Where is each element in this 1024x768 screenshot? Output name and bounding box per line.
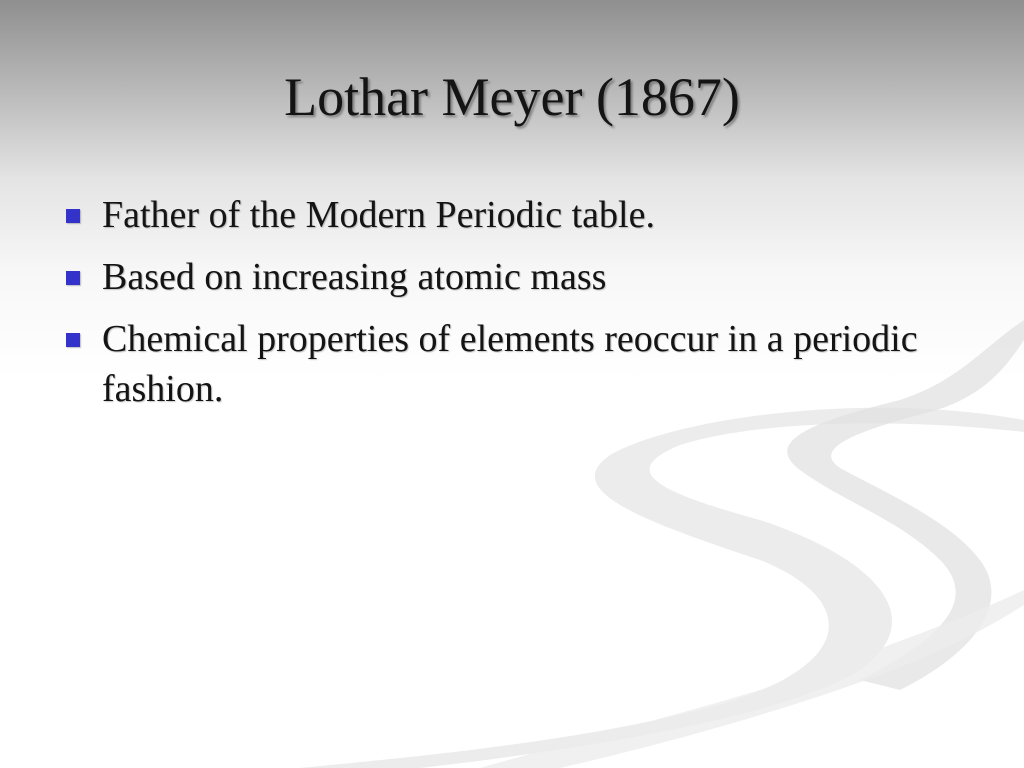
bullet-text: Chemical properties of elements reoccur in a periodic fashion. <box>102 318 918 410</box>
square-bullet-icon <box>66 271 80 285</box>
square-bullet-icon <box>66 333 80 347</box>
bullet-text: Based on increasing atomic mass <box>102 256 607 298</box>
bullet-item <box>62 190 962 240</box>
slide-title: Lothar Meyer (1867) <box>284 67 740 127</box>
bullet-item <box>62 252 962 302</box>
square-bullet-icon <box>66 209 80 223</box>
bullet-text: Father of the Modern Periodic table. <box>102 194 655 236</box>
bullet-list <box>62 190 962 426</box>
bullet-item <box>62 314 962 414</box>
swoosh-band-1 <box>300 408 1024 768</box>
